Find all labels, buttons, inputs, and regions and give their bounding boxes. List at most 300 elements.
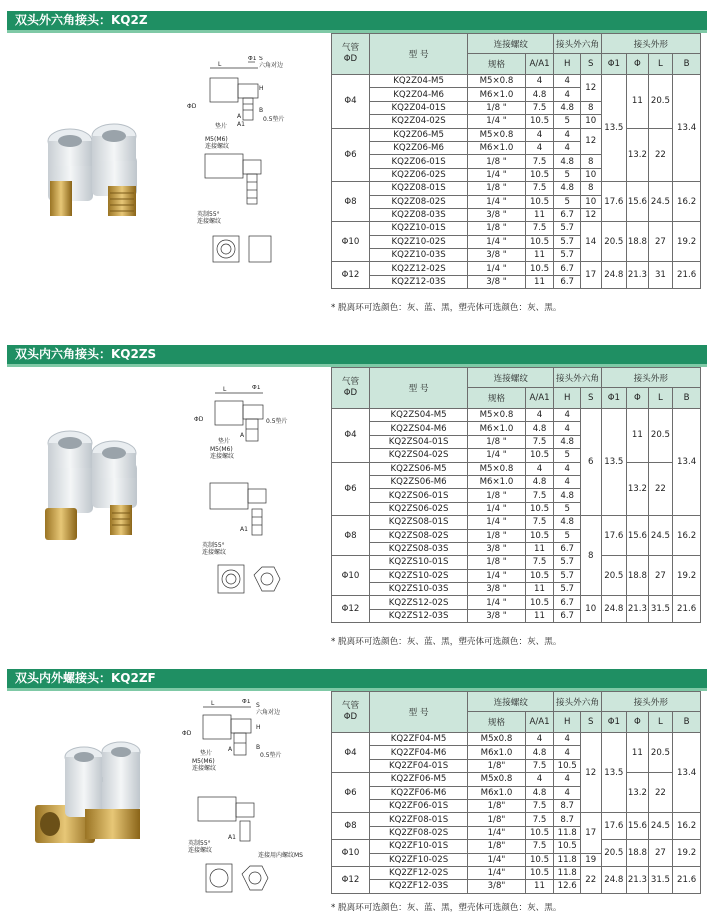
dim-label-s: S: [259, 56, 263, 62]
dim-label-inch: 英制55°: [202, 542, 225, 549]
cell-spec: 1/4 ": [468, 569, 525, 582]
dim-label-a1: A1: [237, 121, 245, 128]
cell-spec: 1/8": [468, 759, 525, 772]
cell-a: 4: [525, 75, 554, 88]
cell-a: 4: [525, 462, 554, 475]
color-note: * 脱离环可选颜色：灰、蓝、黑，塑壳体可选颜色：灰、黑。: [331, 637, 562, 647]
cell-model: KQ2ZF12-02S: [369, 866, 467, 879]
col-thread: 连接螺纹: [468, 34, 554, 54]
cell-model: KQ2ZS10-02S: [369, 569, 467, 582]
cell-b: 21.6: [673, 596, 701, 623]
cell-spec: M6x1.0: [468, 746, 525, 759]
section-title: 双头内六角接头：KQ2ZS: [7, 345, 707, 364]
cell-b: 21.6: [673, 866, 701, 893]
cell-l: 22: [648, 462, 673, 516]
col-hex: 接头外六角: [554, 34, 601, 54]
dim-label-phi1: Φ1: [252, 385, 261, 391]
cell-a: 11: [525, 542, 554, 555]
cell-h: 4: [554, 462, 581, 475]
section-title: 双头内外螺接头：KQ2ZF: [7, 669, 707, 688]
dimension-drawing: [178, 699, 328, 909]
cell-spec: M6×1.0: [468, 422, 525, 435]
cell-h: 5: [554, 115, 581, 128]
cell-phi: 21.3: [627, 866, 649, 893]
cell-h: 4: [554, 422, 581, 435]
spec-table: [331, 691, 701, 894]
cell-tube: Φ10: [332, 556, 370, 596]
table-row: [332, 840, 701, 853]
cell-tube: Φ4: [332, 733, 370, 773]
cell-a: 11: [525, 208, 554, 221]
dim-label-phi1: Φ1: [248, 56, 257, 62]
cell-h: 5.7: [554, 222, 581, 235]
dim-label-h: H: [256, 724, 261, 731]
cell-l: 31.5: [648, 866, 673, 893]
cell-a: 10.5: [525, 569, 554, 582]
col-outer: 接头外形: [601, 368, 700, 388]
cell-model: KQ2Z08-01S: [369, 182, 467, 195]
cell-tube: Φ10: [332, 840, 370, 867]
cell-s: 22: [581, 866, 602, 893]
table-row: [332, 128, 701, 141]
cell-a: 7.5: [525, 759, 554, 772]
col-outer: 接头外形: [601, 34, 700, 54]
cell-spec: M5×0.8: [468, 75, 525, 88]
col-phi: Φ: [627, 712, 649, 733]
cell-spec: 1/4": [468, 866, 525, 879]
cell-a: 4.8: [525, 422, 554, 435]
dim-label-od: ΦD: [187, 103, 197, 110]
cell-h: 5: [554, 168, 581, 181]
dim-label-a: A: [237, 113, 242, 120]
cell-l: 22: [648, 773, 673, 813]
cell-tube: Φ12: [332, 596, 370, 623]
cell-model: KQ2Z06-02S: [369, 168, 467, 181]
cell-spec: 1/8": [468, 813, 525, 826]
product-photo: [30, 413, 160, 553]
table-row: [332, 733, 701, 746]
cell-spec: M5×0.8: [468, 409, 525, 422]
cell-l: 31.5: [648, 596, 673, 623]
cell-h: 8.7: [554, 799, 581, 812]
cell-model: KQ2ZF12-03S: [369, 880, 467, 893]
cell-a: 10.5: [525, 596, 554, 609]
cell-a: 4: [525, 128, 554, 141]
cell-spec: 1/4 ": [468, 195, 525, 208]
table-row: [332, 222, 701, 235]
dim-label-l: L: [218, 61, 222, 68]
cell-spec: 1/8": [468, 799, 525, 812]
cell-model: KQ2ZS10-03S: [369, 583, 467, 596]
cell-model: KQ2ZS08-02S: [369, 529, 467, 542]
cell-phi: 11: [627, 733, 649, 773]
cell-s: 8: [581, 182, 602, 195]
dim-label-od: ΦD: [194, 416, 204, 423]
cell-h: 4.8: [554, 489, 581, 502]
cell-a: 11: [525, 609, 554, 622]
cell-a: 7.5: [525, 813, 554, 826]
cell-model: KQ2ZF08-02S: [369, 826, 467, 839]
cell-model: KQ2ZF04-M6: [369, 746, 467, 759]
color-note: * 脱离环可选颜色：灰、蓝、黑，塑壳体可选颜色：灰、黑。: [331, 903, 562, 913]
cell-a: 7.5: [525, 155, 554, 168]
section-kq2z: [0, 11, 713, 311]
col-b: B: [673, 54, 701, 75]
col-phi: Φ: [627, 388, 649, 409]
col-phi1: Φ1: [601, 712, 627, 733]
col-thread: 连接螺纹: [468, 368, 554, 388]
cell-model: KQ2ZF10-02S: [369, 853, 467, 866]
cell-h: 8.7: [554, 813, 581, 826]
dim-label-l: L: [211, 700, 215, 707]
cell-h: 4: [554, 409, 581, 422]
cell-phi1: 20.5: [601, 222, 627, 262]
cell-a: 10.5: [525, 826, 554, 839]
dim-label-pad: 垫片: [218, 438, 231, 445]
cell-spec: M6x1.0: [468, 786, 525, 799]
cell-b: 21.6: [673, 262, 701, 289]
cell-spec: 1/8 ": [468, 101, 525, 114]
cell-spec: 1/4 ": [468, 502, 525, 515]
cell-h: 5.7: [554, 235, 581, 248]
col-b: B: [673, 712, 701, 733]
cell-tube: Φ8: [332, 182, 370, 222]
cell-a: 7.5: [525, 435, 554, 448]
col-h: H: [554, 388, 581, 409]
cell-s: 17: [581, 262, 602, 289]
table-row: [332, 409, 701, 422]
cell-spec: 1/8 ": [468, 556, 525, 569]
cell-spec: 1/4 ": [468, 115, 525, 128]
cell-h: 10.5: [554, 759, 581, 772]
cell-l: 20.5: [648, 75, 673, 129]
cell-b: 16.2: [673, 182, 701, 222]
col-phi: Φ: [627, 54, 649, 75]
cell-a: 10.5: [525, 168, 554, 181]
cell-h: 6.7: [554, 208, 581, 221]
cell-phi: 15.6: [627, 516, 649, 556]
col-h: H: [554, 712, 581, 733]
table-row: [332, 516, 701, 529]
section-kq2zf: [0, 669, 713, 915]
dim-label-a: A: [228, 746, 233, 753]
table-row: [332, 262, 701, 275]
cell-a: 7.5: [525, 222, 554, 235]
cell-phi: 21.3: [627, 262, 649, 289]
cell-model: KQ2Z12-03S: [369, 275, 467, 288]
cell-tube: Φ6: [332, 773, 370, 813]
cell-model: KQ2ZF08-01S: [369, 813, 467, 826]
dim-label-hex: 六角对边: [256, 709, 281, 716]
cell-h: 4: [554, 786, 581, 799]
col-a: A/A1: [525, 54, 554, 75]
cell-model: KQ2Z04-M6: [369, 88, 467, 101]
col-hex: 接头外六角: [554, 368, 601, 388]
cell-h: 4: [554, 128, 581, 141]
cell-h: 6.7: [554, 262, 581, 275]
cell-b: 19.2: [673, 556, 701, 596]
cell-tube: Φ10: [332, 222, 370, 262]
cell-a: 11: [525, 880, 554, 893]
col-tube: 气管 ΦD: [332, 692, 370, 733]
cell-l: 27: [648, 840, 673, 867]
table-row: [332, 866, 701, 879]
cell-a: 4.8: [525, 88, 554, 101]
col-s: S: [581, 712, 602, 733]
dimension-drawing: [185, 56, 305, 286]
col-a: A/A1: [525, 388, 554, 409]
cell-spec: 1/8 ": [468, 529, 525, 542]
cell-b: 13.4: [673, 733, 701, 813]
col-outer: 接头外形: [601, 692, 700, 712]
dim-label-pad: 垫片: [215, 123, 228, 130]
cell-h: 11.8: [554, 853, 581, 866]
cell-tube: Φ8: [332, 813, 370, 840]
cell-spec: M5×0.8: [468, 462, 525, 475]
cell-a: 4: [525, 141, 554, 154]
cell-a: 4.8: [525, 475, 554, 488]
dim-label-washer: 0.5垫片: [266, 418, 288, 425]
cell-model: KQ2Z10-03S: [369, 249, 467, 262]
dim-label-thread2: 连接螺纹: [202, 549, 227, 556]
cell-s: 8: [581, 101, 602, 114]
cell-phi1: 17.6: [601, 182, 627, 222]
cell-model: KQ2ZF04-M5: [369, 733, 467, 746]
color-note: * 脱离环可选颜色：灰、蓝、黑，塑壳体可选颜色：灰、黑。: [331, 303, 562, 313]
cell-model: KQ2ZS08-01S: [369, 516, 467, 529]
cell-phi: 15.6: [627, 813, 649, 840]
cell-l: 22: [648, 128, 673, 182]
cell-spec: 3/8": [468, 880, 525, 893]
cell-phi: 13.2: [627, 462, 649, 516]
product-photo: [30, 101, 160, 231]
dim-label-od: ΦD: [182, 730, 192, 737]
cell-phi1: 20.5: [601, 840, 627, 867]
cell-model: KQ2Z08-02S: [369, 195, 467, 208]
cell-tube: Φ4: [332, 409, 370, 463]
cell-h: 6.7: [554, 596, 581, 609]
cell-spec: 1/4": [468, 853, 525, 866]
cell-a: 10.5: [525, 502, 554, 515]
cell-model: KQ2ZS12-02S: [369, 596, 467, 609]
cell-spec: M5x0.8: [468, 773, 525, 786]
dim-label-thread: 连接螺纹: [210, 453, 235, 460]
col-phi1: Φ1: [601, 54, 627, 75]
cell-phi1: 13.5: [601, 733, 627, 813]
cell-phi1: 17.6: [601, 516, 627, 556]
dim-label-m5: M5(M6): [210, 446, 233, 453]
cell-model: KQ2Z12-02S: [369, 262, 467, 275]
cell-s: 8: [581, 516, 602, 596]
cell-spec: 1/8 ": [468, 435, 525, 448]
col-h: H: [554, 54, 581, 75]
cell-tube: Φ6: [332, 462, 370, 516]
cell-spec: 1/4": [468, 826, 525, 839]
table-row: [332, 556, 701, 569]
dim-label-thread: 连接螺纹: [205, 143, 230, 150]
cell-phi1: 20.5: [601, 556, 627, 596]
cell-spec: 3/8 ": [468, 542, 525, 555]
col-s: S: [581, 54, 602, 75]
cell-a: 4.8: [525, 786, 554, 799]
cell-model: KQ2ZS10-01S: [369, 556, 467, 569]
cell-l: 27: [648, 222, 673, 262]
cell-model: KQ2ZF10-01S: [369, 840, 467, 853]
cell-model: KQ2ZS06-M6: [369, 475, 467, 488]
cell-s: 10: [581, 168, 602, 181]
cell-h: 5.7: [554, 583, 581, 596]
col-spec: 规格: [468, 712, 525, 733]
table-row: [332, 813, 701, 826]
cell-tube: Φ12: [332, 866, 370, 893]
col-l: L: [648, 54, 673, 75]
cell-h: 5: [554, 529, 581, 542]
cell-model: KQ2ZS04-01S: [369, 435, 467, 448]
cell-model: KQ2Z08-03S: [369, 208, 467, 221]
cell-model: KQ2ZF06-M5: [369, 773, 467, 786]
cell-l: 24.5: [648, 813, 673, 840]
cell-s: 8: [581, 155, 602, 168]
col-model: 型 号: [369, 692, 467, 733]
cell-phi: 15.6: [627, 182, 649, 222]
cell-l: 31: [648, 262, 673, 289]
cell-a: 10.5: [525, 529, 554, 542]
cell-spec: M6×1.0: [468, 475, 525, 488]
cell-h: 12.6: [554, 880, 581, 893]
table-row: [332, 75, 701, 88]
cell-s: 10: [581, 596, 602, 623]
cell-s: 12: [581, 733, 602, 813]
cell-model: KQ2ZS06-02S: [369, 502, 467, 515]
cell-spec: M5x0.8: [468, 733, 525, 746]
cell-spec: 3/8 ": [468, 583, 525, 596]
cell-a: 4: [525, 773, 554, 786]
cell-spec: 3/8 ": [468, 275, 525, 288]
cell-spec: 3/8 ": [468, 249, 525, 262]
cell-a: 10.5: [525, 449, 554, 462]
col-spec: 规格: [468, 388, 525, 409]
cell-spec: 3/8 ": [468, 208, 525, 221]
cell-b: 16.2: [673, 516, 701, 556]
spec-table: [331, 33, 701, 289]
cell-spec: 1/8 ": [468, 489, 525, 502]
cell-tube: Φ6: [332, 128, 370, 182]
cell-a: 7.5: [525, 516, 554, 529]
dim-label-m5: M5(M6): [192, 758, 215, 765]
cell-tube: Φ8: [332, 516, 370, 556]
cell-phi1: 13.5: [601, 75, 627, 182]
cell-spec: 1/4 ": [468, 168, 525, 181]
cell-spec: M6×1.0: [468, 141, 525, 154]
cell-a: 7.5: [525, 799, 554, 812]
cell-spec: 1/4 ": [468, 449, 525, 462]
spec-table: [331, 367, 701, 623]
cell-h: 4: [554, 773, 581, 786]
cell-h: 10.5: [554, 840, 581, 853]
cell-a: 10.5: [525, 866, 554, 879]
cell-h: 4: [554, 88, 581, 101]
cell-a: 11: [525, 583, 554, 596]
cell-model: KQ2ZS04-M5: [369, 409, 467, 422]
cell-spec: 1/8 ": [468, 182, 525, 195]
dim-label-washer: 0.5垫片: [260, 752, 282, 759]
cell-h: 4: [554, 141, 581, 154]
cell-s: 12: [581, 128, 602, 155]
cell-b: 19.2: [673, 222, 701, 262]
product-photo: [30, 727, 160, 857]
cell-tube: Φ12: [332, 262, 370, 289]
cell-model: KQ2ZS06-01S: [369, 489, 467, 502]
dim-label-m5: M5(M6): [205, 136, 228, 143]
cell-model: KQ2Z06-01S: [369, 155, 467, 168]
cell-spec: 1/4 ": [468, 262, 525, 275]
cell-h: 4.8: [554, 182, 581, 195]
cell-phi: 13.2: [627, 773, 649, 813]
dim-label-b: B: [259, 107, 264, 114]
dim-label-inch: 英制55°: [197, 211, 220, 218]
col-hex: 接头外六角: [554, 692, 601, 712]
cell-phi1: 13.5: [601, 409, 627, 516]
cell-a: 7.5: [525, 556, 554, 569]
table-row: [332, 462, 701, 475]
cell-model: KQ2ZS08-03S: [369, 542, 467, 555]
cell-l: 27: [648, 556, 673, 596]
dim-label-a1: A1: [240, 526, 248, 533]
dim-label-pad: 垫片: [200, 750, 213, 757]
cell-phi1: 17.6: [601, 813, 627, 840]
cell-b: 13.4: [673, 75, 701, 182]
cell-spec: 1/4 ": [468, 596, 525, 609]
cell-s: 19: [581, 853, 602, 866]
cell-s: 12: [581, 208, 602, 221]
cell-spec: 1/8": [468, 840, 525, 853]
dim-label-phi1: Φ1: [242, 699, 251, 705]
dim-label-inch: 英制55°: [188, 840, 211, 847]
cell-a: 11: [525, 275, 554, 288]
cell-h: 5.7: [554, 556, 581, 569]
cell-h: 11.8: [554, 826, 581, 839]
cell-a: 4: [525, 733, 554, 746]
cell-model: KQ2Z06-M6: [369, 141, 467, 154]
section-kq2zs: [0, 345, 713, 645]
dim-label-thread2: 连接螺纹: [197, 218, 222, 225]
cell-h: 6.7: [554, 275, 581, 288]
cell-phi: 13.2: [627, 128, 649, 182]
cell-tube: Φ4: [332, 75, 370, 129]
cell-s: 10: [581, 195, 602, 208]
dim-label-a: A: [240, 432, 245, 439]
cell-h: 6.7: [554, 542, 581, 555]
col-s: S: [581, 388, 602, 409]
cell-model: KQ2ZS06-M5: [369, 462, 467, 475]
cell-a: 7.5: [525, 840, 554, 853]
col-l: L: [648, 388, 673, 409]
cell-h: 4.8: [554, 155, 581, 168]
table-row: [332, 773, 701, 786]
cell-phi: 11: [627, 409, 649, 463]
cell-l: 24.5: [648, 182, 673, 222]
dim-label-a1: A1: [228, 834, 236, 841]
cell-s: 12: [581, 75, 602, 102]
cell-spec: 1/4 ": [468, 516, 525, 529]
cell-phi: 18.8: [627, 556, 649, 596]
cell-b: 13.4: [673, 409, 701, 516]
cell-phi1: 24.8: [601, 596, 627, 623]
col-model: 型 号: [369, 368, 467, 409]
cell-a: 10.5: [525, 262, 554, 275]
cell-model: KQ2Z04-01S: [369, 101, 467, 114]
cell-a: 10.5: [525, 115, 554, 128]
